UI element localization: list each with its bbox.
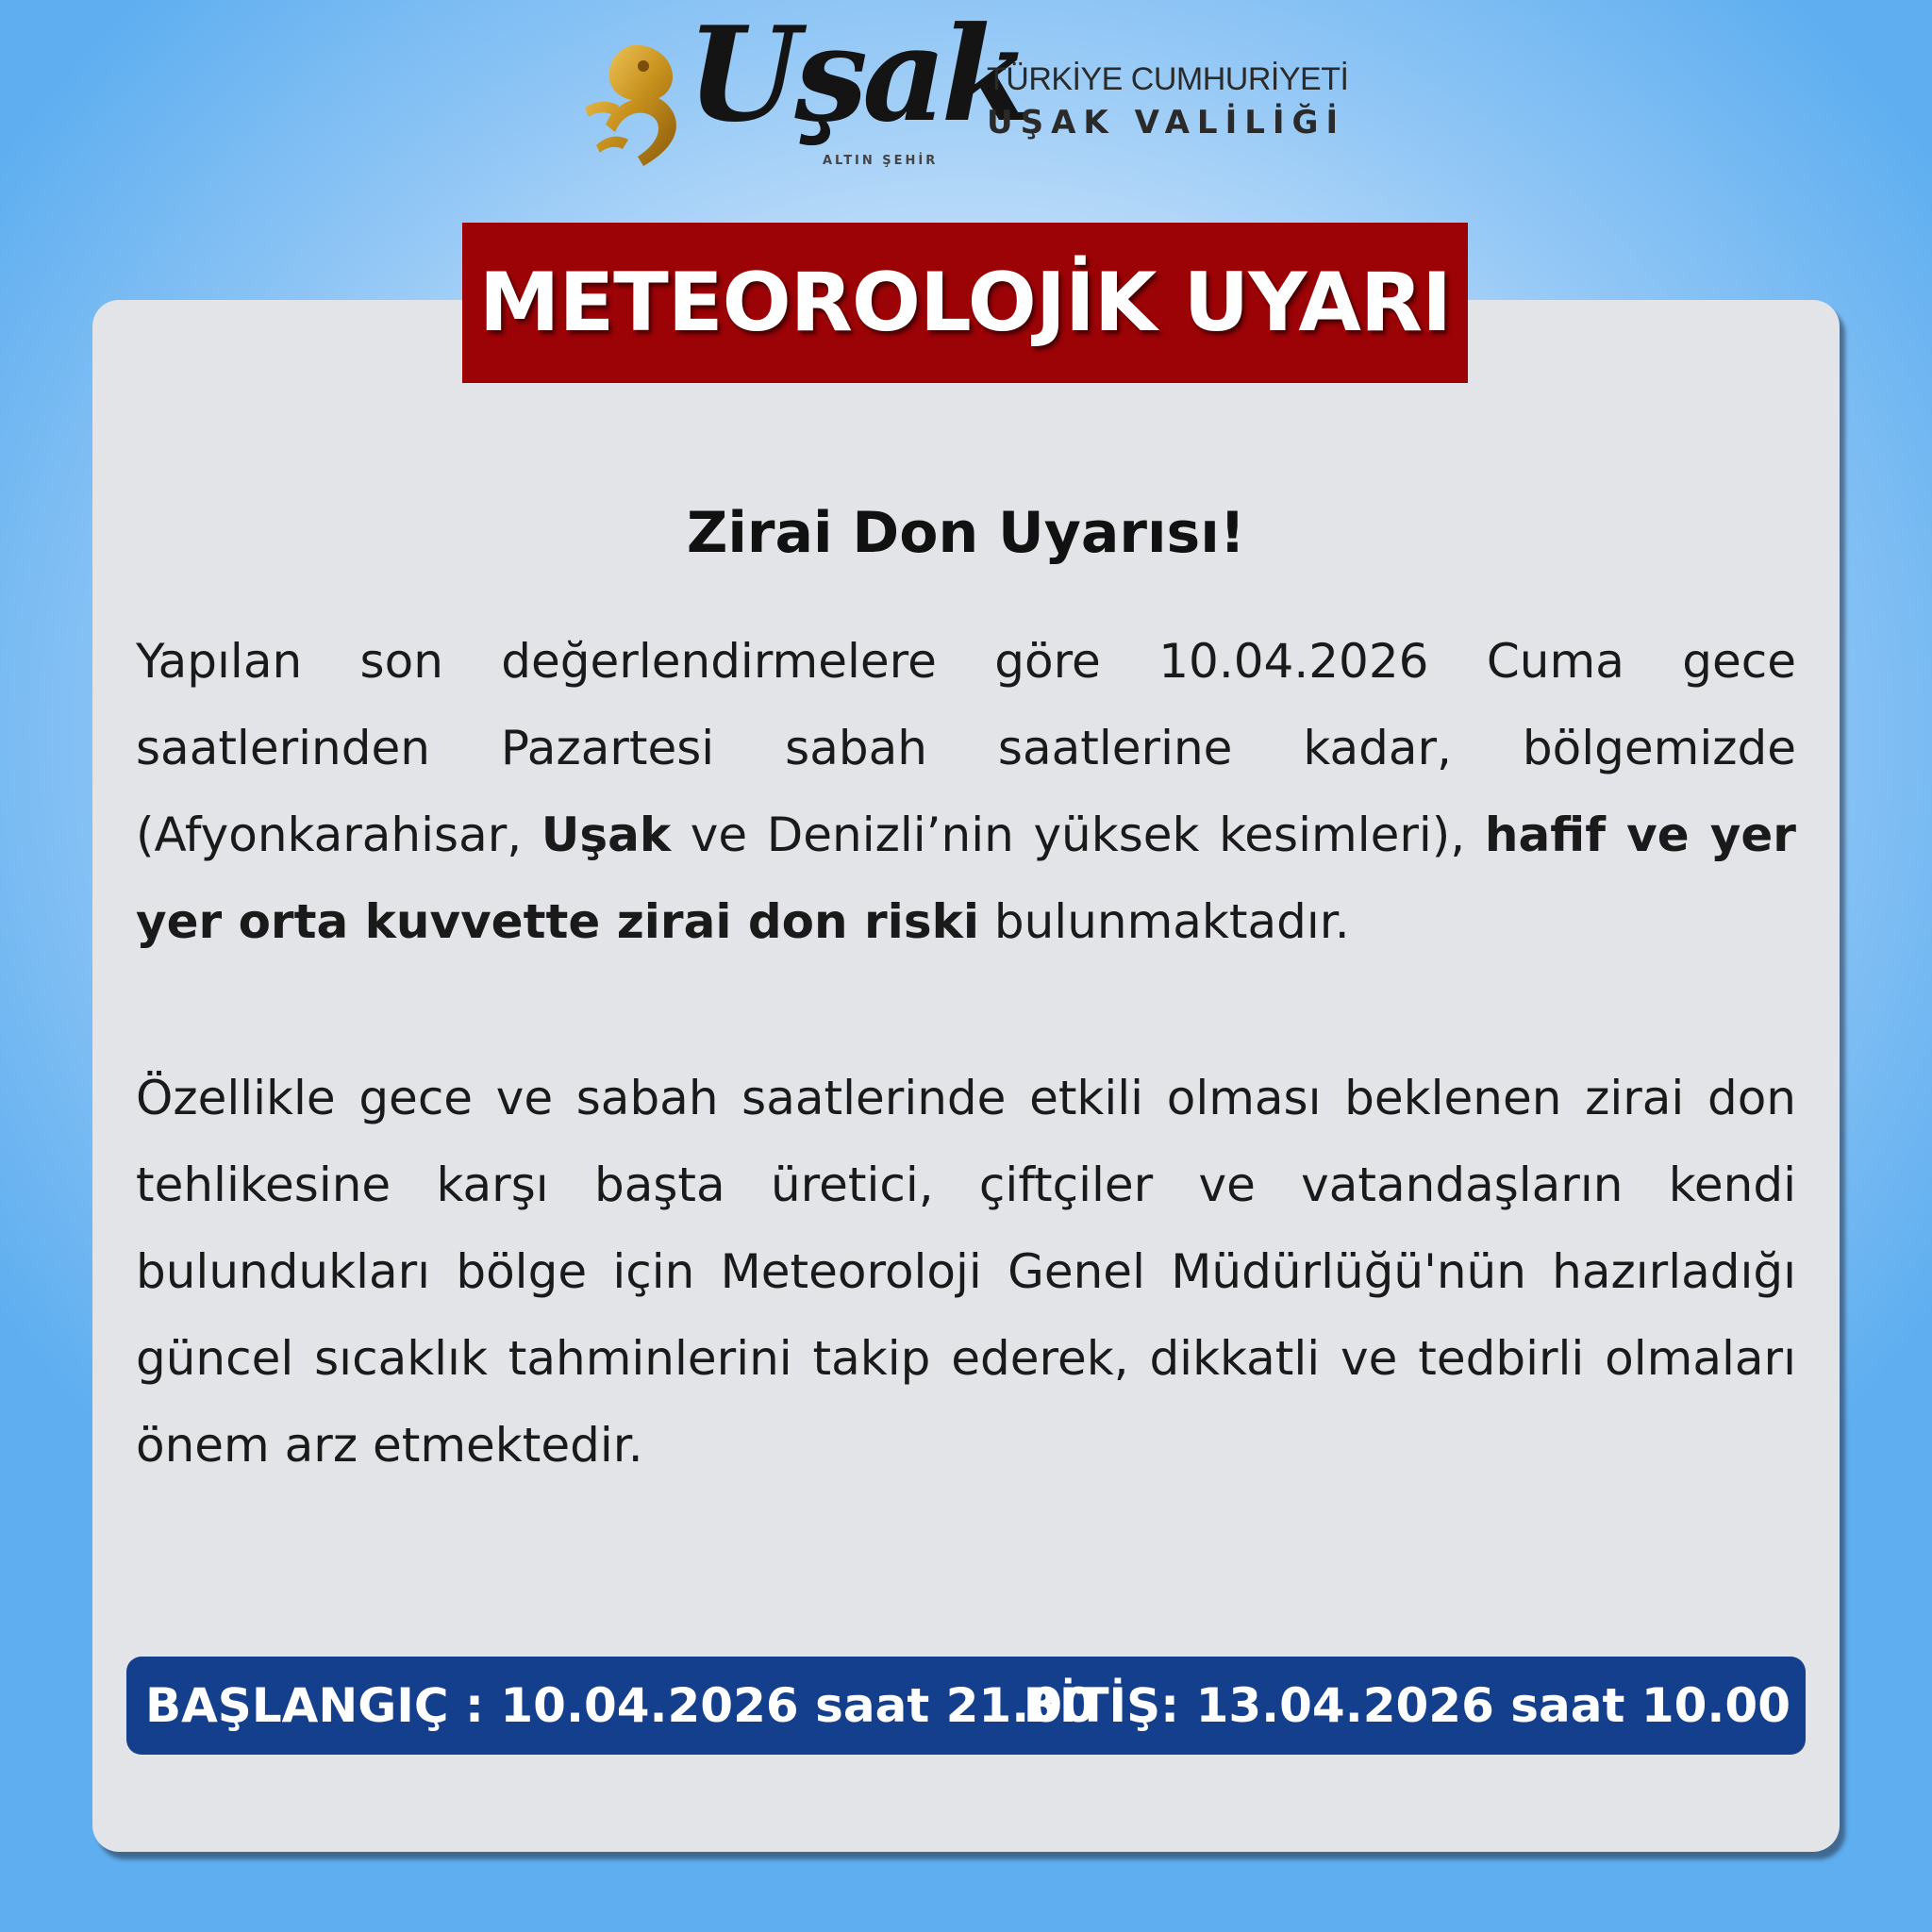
logo-wordmark: Uşak: [687, 0, 1026, 151]
paragraph-1-text-b: ve Denizli’nin yüksek kesimleri),: [671, 808, 1485, 862]
start-date: BAŞLANGIÇ : 10.04.2026 saat 21.00: [145, 1678, 1095, 1733]
alert-title: METEOROLOJİK UYARI: [478, 256, 1452, 350]
governorship-name: UŞAK VALİLİĞİ: [987, 104, 1346, 142]
end-date: BİTİŞ: 13.04.2026 saat 10.00: [1023, 1678, 1790, 1733]
logo-tagline: ALTIN ŞEHİR: [823, 154, 939, 168]
paragraph-1-text-a: Yapılan son değerlendirmelere göre 10.04.2026 Cuma gece saatlerinden Pazartesi sabah saatlerine kadar, bölgemizde (Afyonkarahisar,: [136, 634, 1796, 862]
date-range-bar: [126, 1657, 1806, 1755]
warning-subtitle: Zirai Don Uyarısı!: [686, 500, 1246, 566]
header: [0, 0, 1932, 189]
paragraph-1-bold-city: Uşak: [541, 808, 672, 862]
golden-horse-emblem-icon: [577, 42, 689, 172]
warning-paragraph-1: [136, 618, 1796, 965]
warning-paragraph-2: Özellikle gece ve sabah saatlerinde etkili olması beklenen zirai don tehlikesine karşı başta üretici, çiftçiler ve vatandaşların kendi bulundukları bölge için Meteoroloji Genel Müdürlüğü'nün hazırladığı güncel sıcaklık tahminlerini takip ederek, dikkatli ve tedbirli olmaları önem arz etmektedir.: [136, 1071, 1796, 1473]
alert-banner: [462, 223, 1468, 383]
paragraph-1-bold-risk: hafif ve yer yer orta kuvvette zirai don riski: [136, 808, 1796, 949]
government-name: TÜRKİYE CUMHURİYETİ: [987, 61, 1349, 97]
paragraph-1-text-c: bulunmaktadır.: [978, 894, 1350, 949]
